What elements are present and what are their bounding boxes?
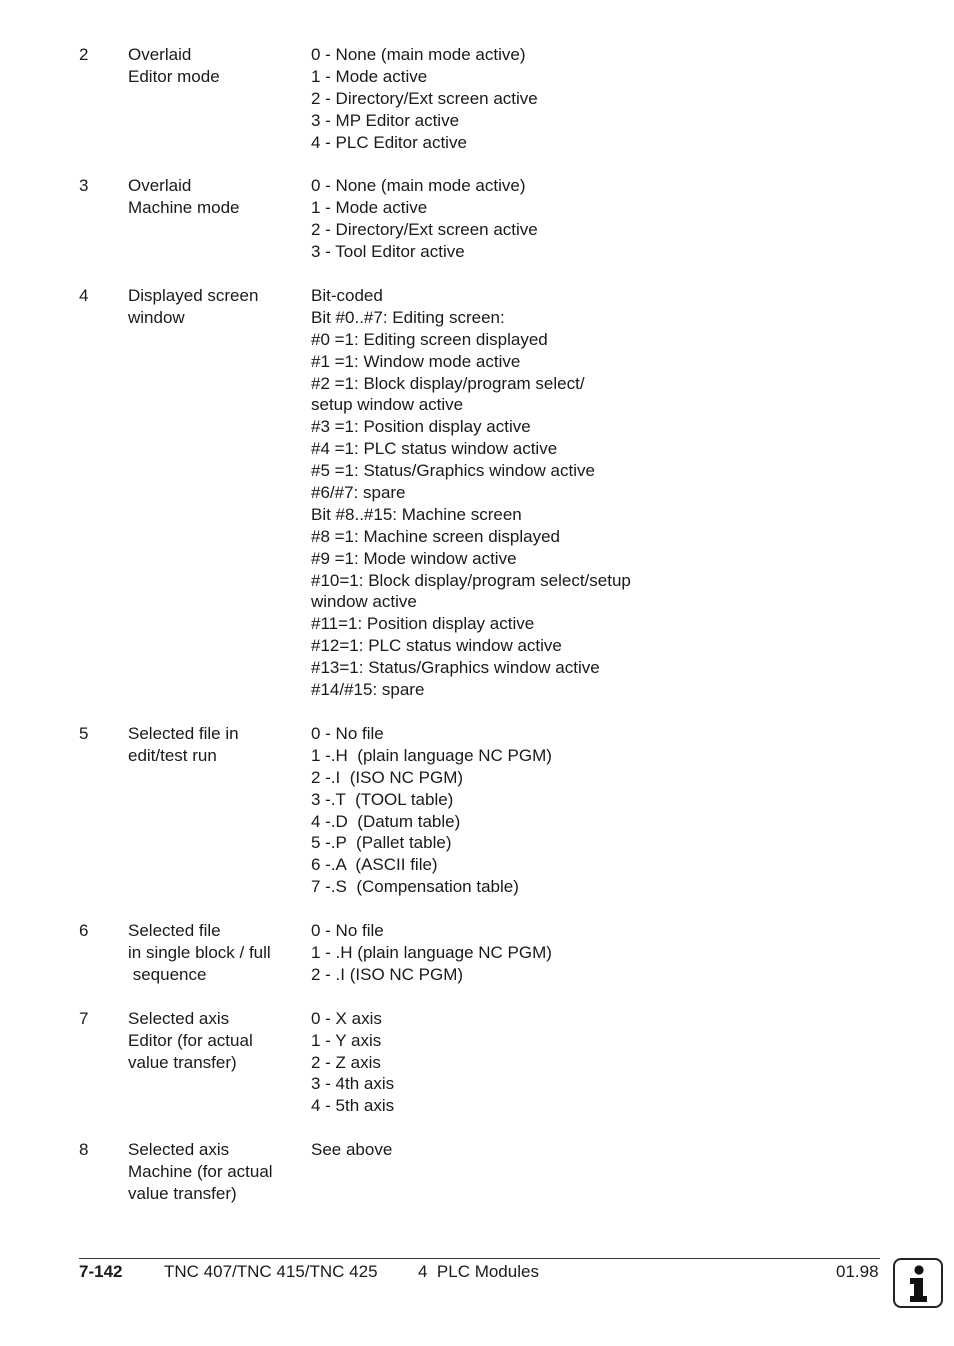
value-line: See above xyxy=(311,1140,393,1160)
value-line: Bit #0..#7: Editing screen: xyxy=(311,307,505,327)
value-line: #6/#7: spare xyxy=(311,483,406,503)
description-line: Editor mode xyxy=(128,66,220,86)
value-line: 2 - Z axis xyxy=(311,1052,381,1072)
value-line: #14/#15: spare xyxy=(311,680,425,700)
value-line: 4 - PLC Editor active xyxy=(311,132,467,152)
row-values xyxy=(311,1139,911,1161)
value-line: 7 -.S (Compensation table) xyxy=(311,877,519,897)
row-number: 4 xyxy=(79,286,89,306)
value-line: #11=1: Position display active xyxy=(311,614,535,634)
row-description xyxy=(128,920,303,986)
value-line: 1 - Mode active xyxy=(311,198,428,218)
table-row xyxy=(0,920,954,986)
value-line: 6 -.A (ASCII file) xyxy=(311,855,438,875)
value-line: 2 - Directory/Ext screen active xyxy=(311,220,538,240)
description-line: Selected file xyxy=(128,921,221,941)
row-values xyxy=(311,1008,911,1117)
value-line: Bit-coded xyxy=(311,286,383,306)
value-line: 1 - .H (plain language NC PGM) xyxy=(311,942,552,962)
table-row xyxy=(0,285,954,701)
value-line: #13=1: Status/Graphics window active xyxy=(311,658,600,678)
row-values xyxy=(311,920,911,986)
value-line: 1 - Mode active xyxy=(311,66,428,86)
row-description xyxy=(128,175,303,219)
row-number: 5 xyxy=(79,723,89,743)
description-line: Overlaid xyxy=(128,176,192,196)
description-line: sequence xyxy=(128,964,207,984)
value-line: 2 - Directory/Ext screen active xyxy=(311,88,538,108)
value-line: 0 - No file xyxy=(311,723,384,743)
value-line: 5 -.P (Pallet table) xyxy=(311,833,452,853)
footer-product: TNC 407/TNC 415/TNC 425 xyxy=(164,1262,378,1281)
value-line: #8 =1: Machine screen displayed xyxy=(311,526,561,546)
value-line: #2 =1: Block display/program select/ xyxy=(311,373,585,393)
description-line: Selected axis xyxy=(128,1008,230,1028)
value-line: #1 =1: Window mode active xyxy=(311,351,521,371)
row-values xyxy=(311,285,911,701)
description-line: Selected file in xyxy=(128,723,239,743)
footer-date: 01.98 xyxy=(836,1262,879,1281)
table-row xyxy=(0,1008,954,1117)
row-values xyxy=(311,44,911,153)
row-number: 7 xyxy=(79,1008,89,1028)
row-description xyxy=(128,44,303,88)
info-icon xyxy=(893,1258,943,1308)
description-line: Displayed screen xyxy=(128,286,259,306)
row-values xyxy=(311,723,911,898)
table-row xyxy=(0,175,954,263)
value-line: #9 =1: Mode window active xyxy=(311,548,517,568)
description-line: Machine (for actual xyxy=(128,1162,273,1182)
value-line: 0 - None (main mode active) xyxy=(311,176,526,196)
description-line: window xyxy=(128,307,185,327)
value-line: #12=1: PLC status window active xyxy=(311,636,562,656)
value-line: 1 - Y axis xyxy=(311,1030,382,1050)
row-number: 6 xyxy=(79,921,89,941)
value-line: Bit #8..#15: Machine screen xyxy=(311,504,522,524)
row-description xyxy=(128,723,303,767)
value-line: #4 =1: PLC status window active xyxy=(311,439,558,459)
parameter-table xyxy=(0,44,954,1203)
value-line: 2 - .I (ISO NC PGM) xyxy=(311,964,464,984)
row-description xyxy=(128,1139,303,1205)
value-line: #3 =1: Position display active xyxy=(311,417,531,437)
row-values xyxy=(311,175,911,263)
value-line: 0 - No file xyxy=(311,921,384,941)
value-line: #10=1: Block display/program select/setup xyxy=(311,570,631,590)
footer-divider xyxy=(79,1258,880,1259)
value-line: 2 -.I (ISO NC PGM) xyxy=(311,767,464,787)
value-line: 3 - 4th axis xyxy=(311,1074,395,1094)
description-line: Machine mode xyxy=(128,198,240,218)
description-line: Overlaid xyxy=(128,45,192,64)
description-line: value transfer) xyxy=(128,1183,237,1203)
page-number: 7-142 xyxy=(79,1262,123,1281)
row-description xyxy=(128,1008,303,1074)
description-line: Selected axis xyxy=(128,1140,230,1160)
value-line: #0 =1: Editing screen displayed xyxy=(311,329,548,349)
description-line: value transfer) xyxy=(128,1052,237,1072)
table-row xyxy=(0,1139,954,1203)
description-line: Editor (for actual xyxy=(128,1030,253,1050)
table-row xyxy=(0,723,954,898)
value-line: #5 =1: Status/Graphics window active xyxy=(311,461,595,481)
value-line: setup window active xyxy=(311,395,464,415)
description-line: edit/test run xyxy=(128,745,217,765)
row-number: 8 xyxy=(79,1140,89,1160)
value-line: 4 -.D (Datum table) xyxy=(311,811,461,831)
value-line: 1 -.H (plain language NC PGM) xyxy=(311,745,552,765)
value-line: 3 - Tool Editor active xyxy=(311,242,465,262)
table-row xyxy=(0,44,954,153)
value-line: window active xyxy=(311,592,417,612)
row-number: 2 xyxy=(79,45,89,64)
value-line: 3 -.T (TOOL table) xyxy=(311,789,454,809)
value-line: 0 - X axis xyxy=(311,1008,382,1028)
value-line: 4 - 5th axis xyxy=(311,1096,395,1116)
row-number: 3 xyxy=(79,176,89,196)
value-line: 3 - MP Editor active xyxy=(311,110,460,130)
value-line: 0 - None (main mode active) xyxy=(311,45,526,64)
footer-chapter: 4 PLC Modules xyxy=(418,1262,539,1281)
row-description xyxy=(128,285,303,329)
description-line: in single block / full xyxy=(128,942,271,962)
